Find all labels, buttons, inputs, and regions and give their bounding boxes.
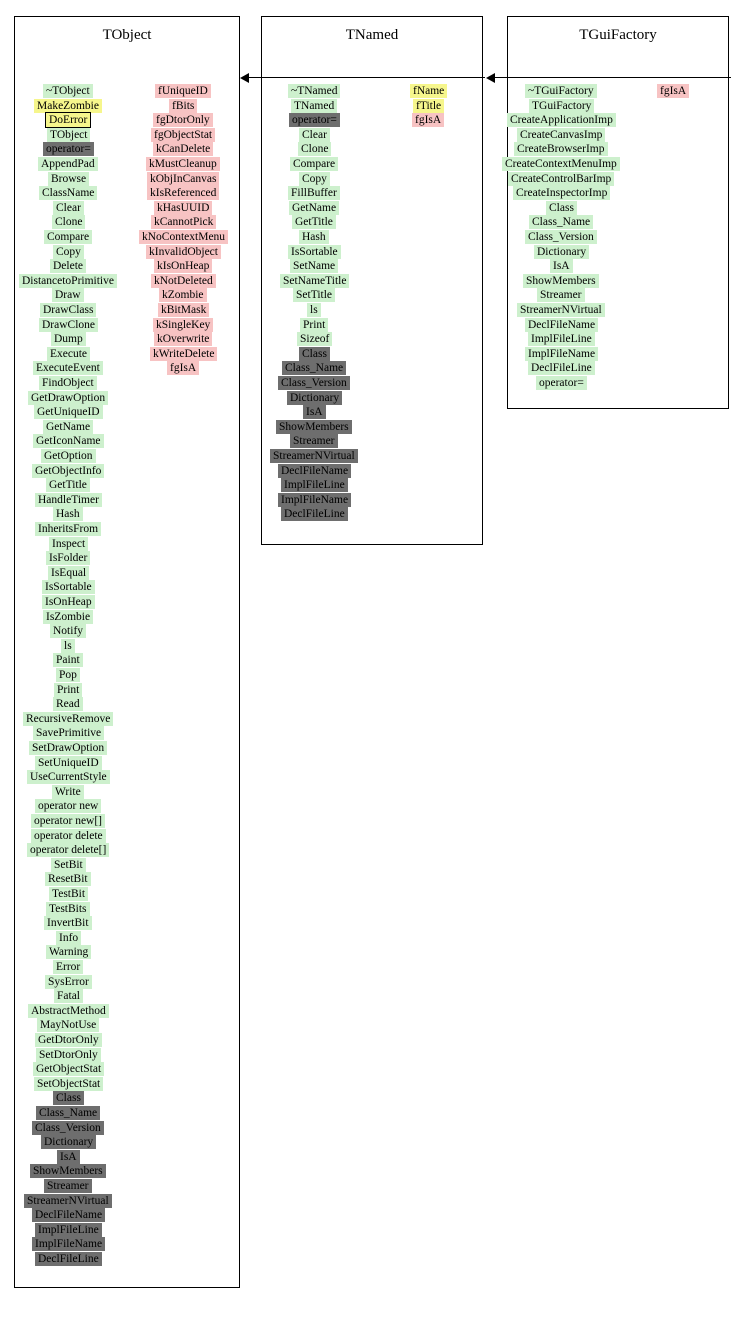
- class-member[interactable]: Class_Name: [36, 1106, 100, 1120]
- class-member[interactable]: kNotDeleted: [151, 274, 216, 288]
- class-member[interactable]: IsA: [303, 405, 326, 419]
- class-member[interactable]: Browse: [48, 172, 89, 186]
- class-member[interactable]: kSingleKey: [153, 318, 213, 332]
- class-member[interactable]: DeclFileLine: [281, 507, 348, 521]
- class-member[interactable]: Class_Name: [529, 215, 593, 229]
- class-member[interactable]: ExecuteEvent: [33, 361, 103, 375]
- class-member[interactable]: Streamer: [44, 1179, 92, 1193]
- class-member[interactable]: Dictionary: [534, 245, 589, 259]
- inheritance-arrow-line: [495, 77, 731, 78]
- class-member[interactable]: SetDtorOnly: [36, 1048, 101, 1062]
- class-member[interactable]: HandleTimer: [35, 493, 102, 507]
- class-member[interactable]: SetName: [290, 259, 338, 273]
- class-member[interactable]: Clone: [298, 142, 331, 156]
- class-member[interactable]: kNoContextMenu: [139, 230, 228, 244]
- class-member[interactable]: operator new[]: [31, 814, 105, 828]
- class-member[interactable]: GetObjectStat: [33, 1062, 104, 1076]
- class-member[interactable]: ShowMembers: [523, 274, 599, 288]
- class-member[interactable]: GetObjectInfo: [32, 464, 104, 478]
- class-member[interactable]: Pop: [56, 668, 80, 682]
- class-member[interactable]: SysError: [45, 975, 92, 989]
- class-member[interactable]: Compare: [44, 230, 92, 244]
- class-member[interactable]: Copy: [53, 245, 84, 259]
- class-member[interactable]: Compare: [290, 157, 338, 171]
- inheritance-arrow-head: [240, 73, 249, 83]
- class-member[interactable]: GetUniqueID: [34, 405, 103, 419]
- class-member[interactable]: StreamerNVirtual: [24, 1194, 112, 1208]
- class-member[interactable]: GetName: [289, 201, 339, 215]
- class-member[interactable]: ls: [307, 303, 321, 317]
- class-member[interactable]: SetBit: [51, 858, 86, 872]
- class-member[interactable]: SetObjectStat: [34, 1077, 103, 1091]
- class-member[interactable]: Class: [53, 1091, 84, 1105]
- class-member[interactable]: ClassName: [39, 186, 97, 200]
- class-member[interactable]: RecursiveRemove: [23, 712, 113, 726]
- inheritance-arrow-head: [486, 73, 495, 83]
- class-member[interactable]: Fatal: [54, 989, 83, 1003]
- class-member[interactable]: Notify: [50, 624, 86, 638]
- class-member[interactable]: ImplFileLine: [528, 332, 595, 346]
- class-member[interactable]: kWriteDelete: [150, 347, 217, 361]
- class-member[interactable]: IsA: [57, 1150, 80, 1164]
- class-member[interactable]: IsEqual: [48, 566, 89, 580]
- class-member[interactable]: ShowMembers: [30, 1164, 106, 1178]
- class-member[interactable]: operator=: [289, 113, 340, 127]
- class-member[interactable]: Streamer: [290, 434, 338, 448]
- class-member[interactable]: fTitle: [413, 99, 444, 113]
- class-member[interactable]: SetNameTitle: [280, 274, 349, 288]
- class-member[interactable]: fUniqueID: [155, 84, 211, 98]
- class-member[interactable]: Clear: [53, 201, 84, 215]
- class-member[interactable]: fgDtorOnly: [153, 113, 213, 127]
- class-member[interactable]: CreateInspectorImp: [513, 186, 610, 200]
- class-member[interactable]: fgIsA: [167, 361, 199, 375]
- class-member[interactable]: fName: [410, 84, 447, 98]
- class-member[interactable]: InvertBit: [44, 916, 92, 930]
- class-member[interactable]: Class_Version: [525, 230, 597, 244]
- class-member[interactable]: kObjInCanvas: [147, 172, 219, 186]
- class-member[interactable]: Dump: [51, 332, 86, 346]
- class-member[interactable]: operator new: [35, 799, 101, 813]
- class-member[interactable]: kBitMask: [158, 303, 209, 317]
- class-title: TNamed: [345, 27, 399, 43]
- class-member[interactable]: kCanDelete: [153, 142, 213, 156]
- class-member[interactable]: ShowMembers: [276, 420, 352, 434]
- class-member[interactable]: CreateApplicationImp: [507, 113, 616, 127]
- class-member[interactable]: Error: [53, 960, 83, 974]
- class-member[interactable]: DrawClass: [40, 303, 96, 317]
- class-member[interactable]: Dictionary: [41, 1135, 96, 1149]
- class-member[interactable]: TestBits: [46, 902, 90, 916]
- class-member[interactable]: StreamerNVirtual: [270, 449, 358, 463]
- class-member[interactable]: kInvalidObject: [146, 245, 221, 259]
- class-member[interactable]: CreateCanvasImp: [517, 128, 605, 142]
- class-member[interactable]: GetName: [43, 420, 93, 434]
- class-member[interactable]: Draw: [52, 288, 84, 302]
- class-member[interactable]: kIsReferenced: [147, 186, 219, 200]
- class-member[interactable]: Warning: [46, 945, 91, 959]
- class-member[interactable]: Dictionary: [287, 391, 342, 405]
- class-member[interactable]: GetOption: [41, 449, 96, 463]
- class-member[interactable]: Execute: [47, 347, 90, 361]
- class-member[interactable]: fBits: [169, 99, 197, 113]
- class-member[interactable]: Delete: [50, 259, 86, 273]
- class-member[interactable]: DrawClone: [39, 318, 98, 332]
- class-member[interactable]: Print: [300, 318, 328, 332]
- class-member[interactable]: DeclFileName: [525, 318, 598, 332]
- class-member[interactable]: Copy: [299, 172, 330, 186]
- class-member[interactable]: ImplFileName: [525, 347, 598, 361]
- class-member[interactable]: fgIsA: [412, 113, 444, 127]
- class-member[interactable]: Inspect: [49, 537, 88, 551]
- class-member[interactable]: ~TObject: [43, 84, 93, 98]
- class-member[interactable]: StreamerNVirtual: [517, 303, 605, 317]
- class-member[interactable]: kHasUUID: [154, 201, 212, 215]
- class-member[interactable]: kZombie: [159, 288, 207, 302]
- class-member[interactable]: ImplFileName: [32, 1237, 105, 1251]
- class-member[interactable]: Clear: [299, 128, 330, 142]
- class-member[interactable]: GetTitle: [46, 478, 90, 492]
- class-member[interactable]: IsZombie: [43, 610, 93, 624]
- class-member[interactable]: ImplFileLine: [281, 478, 348, 492]
- class-member[interactable]: SetDrawOption: [29, 741, 107, 755]
- class-member[interactable]: CreateContextMenuImp: [502, 157, 620, 171]
- class-member[interactable]: ImplFileName: [278, 493, 351, 507]
- class-member[interactable]: IsOnHeap: [42, 595, 95, 609]
- class-member[interactable]: SavePrimitive: [33, 726, 104, 740]
- class-member[interactable]: Read: [53, 697, 83, 711]
- class-member[interactable]: kCannotPick: [151, 215, 216, 229]
- class-member[interactable]: kOverwrite: [154, 332, 212, 346]
- class-member[interactable]: fgObjectStat: [151, 128, 215, 142]
- class-member[interactable]: operator=: [43, 142, 94, 156]
- class-member[interactable]: Class_Version: [278, 376, 350, 390]
- class-member[interactable]: IsA: [550, 259, 573, 273]
- class-member[interactable]: DeclFileName: [32, 1208, 105, 1222]
- class-member[interactable]: ~TGuiFactory: [525, 84, 597, 98]
- class-member[interactable]: TObject: [47, 128, 90, 142]
- class-member[interactable]: MakeZombie: [34, 99, 102, 113]
- class-member[interactable]: SetUniqueID: [35, 756, 102, 770]
- class-member[interactable]: DeclFileLine: [528, 361, 595, 375]
- class-member[interactable]: ResetBit: [45, 872, 91, 886]
- class-member[interactable]: GetTitle: [292, 215, 336, 229]
- class-member[interactable]: IsSortable: [42, 580, 95, 594]
- class-member[interactable]: Streamer: [537, 288, 585, 302]
- class-member[interactable]: ImplFileLine: [35, 1223, 102, 1237]
- class-member[interactable]: Class_Version: [32, 1121, 104, 1135]
- class-member[interactable]: kIsOnHeap: [154, 259, 212, 273]
- class-member[interactable]: TNamed: [291, 99, 337, 113]
- class-member[interactable]: fgIsA: [657, 84, 689, 98]
- class-member[interactable]: FillBuffer: [288, 186, 340, 200]
- class-member[interactable]: operator delete: [31, 829, 106, 843]
- class-member[interactable]: MayNotUse: [37, 1018, 99, 1032]
- class-member[interactable]: GetDrawOption: [28, 391, 108, 405]
- class-member[interactable]: operator=: [536, 376, 587, 390]
- inheritance-arrow-line: [249, 77, 485, 78]
- class-member[interactable]: InheritsFrom: [35, 522, 101, 536]
- class-member[interactable]: Class: [299, 347, 330, 361]
- class-member[interactable]: TGuiFactory: [529, 99, 594, 113]
- class-member[interactable]: Info: [56, 931, 81, 945]
- class-member[interactable]: Paint: [53, 653, 83, 667]
- class-title: TGuiFactory: [579, 27, 657, 43]
- class-member[interactable]: CreateBrowserImp: [514, 142, 608, 156]
- class-member[interactable]: DeclFileName: [278, 464, 351, 478]
- class-member[interactable]: DoError: [46, 113, 90, 127]
- class-member[interactable]: GetIconName: [33, 434, 104, 448]
- class-member[interactable]: SetTitle: [293, 288, 335, 302]
- class-member[interactable]: operator delete[]: [27, 843, 109, 857]
- class-member[interactable]: DistancetoPrimitive: [19, 274, 117, 288]
- class-title: TObject: [102, 27, 152, 43]
- class-member[interactable]: ls: [61, 639, 75, 653]
- class-member[interactable]: AppendPad: [38, 157, 98, 171]
- class-member[interactable]: Sizeof: [297, 332, 332, 346]
- class-member[interactable]: Clone: [52, 215, 85, 229]
- class-member[interactable]: GetDtorOnly: [35, 1033, 102, 1047]
- class-member[interactable]: AbstractMethod: [28, 1004, 109, 1018]
- class-member[interactable]: ~TNamed: [288, 84, 340, 98]
- class-member[interactable]: Print: [54, 683, 82, 697]
- class-member[interactable]: Class: [546, 201, 577, 215]
- class-member[interactable]: CreateControlBarImp: [508, 172, 614, 186]
- class-member[interactable]: IsFolder: [46, 551, 90, 565]
- class-member[interactable]: UseCurrentStyle: [27, 770, 110, 784]
- class-member[interactable]: IsSortable: [288, 245, 341, 259]
- class-member[interactable]: TestBit: [49, 887, 88, 901]
- class-member[interactable]: Hash: [299, 230, 329, 244]
- class-member[interactable]: FindObject: [39, 376, 97, 390]
- class-member[interactable]: Write: [52, 785, 84, 799]
- class-member[interactable]: DeclFileLine: [35, 1252, 102, 1266]
- class-member[interactable]: kMustCleanup: [146, 157, 220, 171]
- class-member[interactable]: Class_Name: [282, 361, 346, 375]
- class-member[interactable]: Hash: [53, 507, 83, 521]
